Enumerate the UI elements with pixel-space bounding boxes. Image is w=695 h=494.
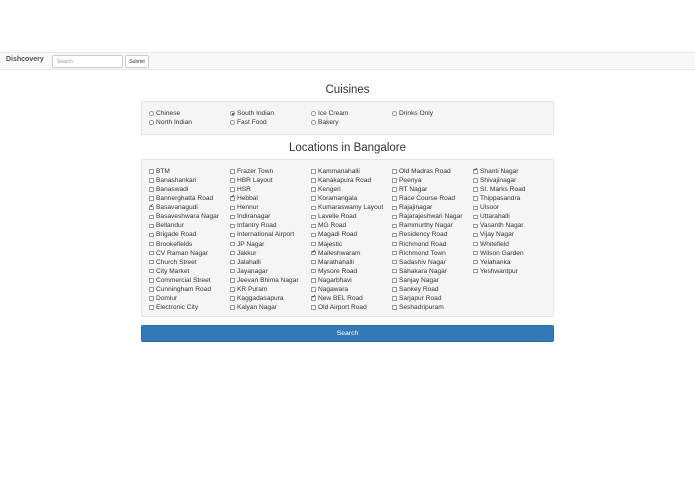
checkbox[interactable] [311, 269, 316, 274]
location-option-bannerghatta-road[interactable] [149, 194, 230, 203]
radio-button[interactable] [230, 120, 235, 125]
option-label: CV Raman Nagar [156, 249, 209, 257]
checkbox[interactable] [311, 187, 316, 192]
location-option-basaveshwara-nagar[interactable] [149, 212, 230, 221]
location-option-vasanth-nagar[interactable] [473, 221, 554, 230]
location-option-thippasandra[interactable] [473, 194, 554, 203]
option-label: Seshadripuram [399, 303, 444, 311]
cuisine-option-fast-food[interactable] [230, 118, 311, 127]
location-option-brookefields[interactable] [149, 240, 230, 249]
checkbox[interactable] [230, 206, 235, 211]
option-label: St. Marks Road [480, 186, 526, 194]
checkbox[interactable] [230, 196, 235, 201]
checkbox[interactable] [473, 269, 478, 274]
checkbox[interactable] [311, 215, 316, 220]
checkbox[interactable] [230, 178, 235, 183]
location-option-kaggadasapura[interactable] [230, 294, 311, 303]
location-option-new-bel-road[interactable] [311, 294, 392, 303]
location-option-basavanagudi[interactable] [149, 203, 230, 212]
checkbox[interactable] [311, 233, 316, 238]
location-option-peenya[interactable] [392, 176, 473, 185]
option-label: New BEL Road [318, 294, 363, 302]
locations-panel [141, 159, 554, 317]
location-option-yelahanka[interactable] [473, 258, 554, 267]
checkbox[interactable] [149, 206, 154, 211]
search-input[interactable] [52, 55, 123, 68]
option-label: Kaggadasapura [237, 294, 284, 302]
location-option-malleshwaram[interactable] [311, 249, 392, 258]
location-option-sahakara-nagar[interactable] [392, 267, 473, 276]
cuisine-option-chinese[interactable] [149, 109, 230, 118]
location-option-jalahalli[interactable] [230, 258, 311, 267]
navbar [0, 52, 695, 70]
checkbox[interactable] [311, 224, 316, 229]
cuisines-panel [141, 101, 554, 135]
checkbox[interactable] [149, 269, 154, 274]
checkbox[interactable] [392, 305, 397, 310]
location-option-rajajinagar[interactable] [392, 203, 473, 212]
checkbox[interactable] [392, 278, 397, 283]
checkbox[interactable] [230, 269, 235, 274]
option-label: Richmond Road [399, 240, 447, 248]
option-label: Sadashiv Nagar [399, 258, 446, 266]
option-label: Basavanagudi [156, 204, 198, 212]
option-label: Residency Road [399, 231, 448, 239]
location-option-indiranagar[interactable] [230, 212, 311, 221]
checkbox[interactable] [230, 251, 235, 256]
checkbox[interactable] [392, 269, 397, 274]
checkbox[interactable] [230, 278, 235, 283]
location-option-old-madras-road[interactable] [392, 167, 473, 176]
checkbox[interactable] [311, 296, 316, 301]
option-label: Domlur [156, 294, 178, 302]
checkbox[interactable] [149, 251, 154, 256]
radio-button[interactable] [230, 111, 235, 116]
option-label: Rammurthy Nagar [399, 222, 453, 230]
location-option-residency-road[interactable] [392, 230, 473, 239]
checkbox[interactable] [473, 242, 478, 247]
option-label: South Indian [237, 110, 275, 117]
location-option-whitefield[interactable] [473, 240, 554, 249]
checkbox[interactable] [230, 215, 235, 220]
checkbox[interactable] [311, 251, 316, 256]
location-option-majestic[interactable] [311, 240, 392, 249]
checkbox[interactable] [311, 196, 316, 201]
location-option-banaswadi[interactable] [149, 185, 230, 194]
location-option-commercial-street[interactable] [149, 276, 230, 285]
option-label: Shivajinagar [480, 177, 517, 185]
checkbox[interactable] [149, 296, 154, 301]
option-label: City Market [156, 267, 190, 275]
option-label: Thippasandra [480, 195, 521, 203]
radio-button[interactable] [149, 120, 154, 125]
checkbox[interactable] [392, 187, 397, 192]
option-label: Old Airport Road [318, 303, 367, 311]
option-label: RT Nagar [399, 186, 428, 194]
location-option-mysore-road[interactable] [311, 267, 392, 276]
option-label: Indiranagar [237, 213, 271, 221]
cuisine-option-bakery[interactable] [311, 118, 392, 127]
option-label: Basaveshwara Nagar [156, 213, 220, 221]
checkbox[interactable] [149, 196, 154, 201]
location-option-lavelle-road[interactable] [311, 212, 392, 221]
location-option-infantry-road[interactable] [230, 221, 311, 230]
checkbox[interactable] [473, 178, 478, 183]
location-option-rammurthy-nagar[interactable] [392, 221, 473, 230]
checkbox[interactable] [149, 224, 154, 229]
checkbox[interactable] [149, 305, 154, 310]
location-option-old-airport-road[interactable] [311, 303, 392, 312]
location-option-cv-raman-nagar[interactable] [149, 249, 230, 258]
radio-button[interactable] [149, 111, 154, 116]
checkbox[interactable] [230, 305, 235, 310]
option-label: Malleshwaram [318, 249, 361, 257]
option-label: Yelahanka [480, 258, 511, 266]
option-label: Shanti Nagar [480, 168, 519, 175]
option-label: Rajarajeshwari Nagar [399, 213, 463, 221]
checkbox[interactable] [392, 206, 397, 211]
option-label: Kammanahalli [318, 168, 360, 175]
brand-logo-text[interactable]: Dishcovery [6, 56, 44, 63]
checkbox[interactable] [230, 233, 235, 238]
option-label: Wilson Garden [480, 249, 524, 257]
option-label: Vijay Nagar [480, 231, 514, 239]
location-option-hsr[interactable] [230, 185, 311, 194]
cuisines-title: Cuisines [325, 84, 370, 96]
cuisines-grid [149, 109, 554, 127]
option-label: Majestic [318, 240, 343, 248]
checkbox[interactable] [311, 305, 316, 310]
option-label: Vasanth Nagar [480, 222, 524, 230]
checkbox[interactable] [473, 251, 478, 256]
checkbox[interactable] [230, 169, 235, 174]
checkbox[interactable] [149, 233, 154, 238]
location-option-richmond-road[interactable] [392, 240, 473, 249]
checkbox[interactable] [392, 287, 397, 292]
checkbox[interactable] [230, 224, 235, 229]
checkbox[interactable] [149, 215, 154, 220]
checkbox[interactable] [392, 196, 397, 201]
option-label: Peenya [399, 177, 422, 185]
checkbox[interactable] [149, 169, 154, 174]
option-label: Drinks Only [399, 110, 434, 117]
option-label: Jakkur [237, 249, 257, 257]
option-label: Frazer Town [237, 168, 274, 175]
location-option-kr-puram[interactable] [230, 285, 311, 294]
option-label: KR Puram [237, 285, 268, 293]
location-option-international-airport[interactable] [230, 230, 311, 239]
option-label: Jeevan Bhima Nagar [237, 276, 299, 284]
location-option-sarjapur-road[interactable] [392, 294, 473, 303]
option-label: Commercial Street [156, 276, 211, 284]
location-option-rajarajeshwari-nagar[interactable] [392, 212, 473, 221]
checkbox[interactable] [392, 169, 397, 174]
location-option-wilson-garden[interactable] [473, 249, 554, 258]
location-option-nagarbhavi[interactable] [311, 276, 392, 285]
checkbox[interactable] [311, 206, 316, 211]
location-option-jayanagar[interactable] [230, 267, 311, 276]
location-option-st-marks-road[interactable] [473, 185, 554, 194]
checkbox[interactable] [230, 296, 235, 301]
checkbox[interactable] [473, 206, 478, 211]
option-label: MG Road [318, 222, 347, 230]
checkbox[interactable] [473, 215, 478, 220]
option-label: Ulsoor [480, 204, 500, 212]
location-option-rt-nagar[interactable] [392, 185, 473, 194]
location-option-cunningham-road[interactable] [149, 285, 230, 294]
location-option-frazer-town[interactable] [230, 167, 311, 176]
option-label: Koramangala [318, 195, 358, 203]
option-label: Mysore Road [318, 267, 358, 275]
checkbox[interactable] [473, 260, 478, 265]
option-label: Kalyan Nagar [237, 303, 277, 311]
option-label: Sarjapur Road [399, 294, 442, 302]
option-label: Magadi Road [318, 231, 358, 239]
checkbox[interactable] [230, 187, 235, 192]
option-label: Fast Food [237, 119, 267, 126]
option-label: Hebbal [237, 195, 258, 203]
location-option-kanakapura-road[interactable] [311, 176, 392, 185]
checkbox[interactable] [230, 287, 235, 292]
location-option-bellandur[interactable] [149, 221, 230, 230]
option-label: Infantry Road [237, 222, 277, 230]
checkbox[interactable] [230, 260, 235, 265]
location-option-yeshwantpur[interactable] [473, 267, 554, 276]
option-label: Jalahalli [237, 258, 261, 266]
option-label: Rajajinagar [399, 204, 433, 212]
location-option-race-course-road[interactable] [392, 194, 473, 203]
checkbox[interactable] [392, 215, 397, 220]
checkbox[interactable] [149, 178, 154, 183]
search-button[interactable]: Search [141, 325, 554, 342]
location-option-mg-road[interactable] [311, 221, 392, 230]
checkbox[interactable] [311, 242, 316, 247]
checkbox[interactable] [311, 287, 316, 292]
option-label: Lavelle Road [318, 213, 357, 221]
option-label: Jayanagar [237, 267, 268, 275]
checkbox[interactable] [149, 260, 154, 265]
location-option-church-street[interactable] [149, 258, 230, 267]
cuisine-option-ice-cream[interactable] [311, 109, 392, 118]
option-label: Yeshwantpur [480, 267, 518, 275]
location-option-uttarahalli[interactable] [473, 212, 554, 221]
option-label: International Airport [237, 231, 295, 239]
option-label: Kanakapura Road [318, 177, 372, 185]
checkbox[interactable] [149, 278, 154, 283]
option-label: HBR Layout [237, 177, 273, 185]
checkbox[interactable] [392, 296, 397, 301]
location-option-kumaraswamy-layout[interactable] [311, 203, 392, 212]
location-option-kengeri[interactable] [311, 185, 392, 194]
locations-grid [149, 167, 554, 312]
location-option-magadi-road[interactable] [311, 230, 392, 239]
location-option-seshadripuram[interactable] [392, 303, 473, 312]
option-label: HSR [237, 186, 251, 194]
checkbox[interactable] [230, 242, 235, 247]
cuisine-option-south-indian[interactable] [230, 109, 311, 118]
locations-title: Locations in Bangalore [289, 142, 406, 154]
checkbox[interactable] [473, 169, 478, 174]
location-option-sankey-road[interactable] [392, 285, 473, 294]
option-label: Hennur [237, 204, 259, 212]
option-label: Church Street [156, 258, 197, 266]
checkbox[interactable] [311, 169, 316, 174]
checkbox[interactable] [311, 260, 316, 265]
option-label: Bannerghatta Road [156, 195, 214, 203]
option-label: Brigade Road [156, 231, 197, 239]
radio-button[interactable] [392, 111, 397, 116]
option-label: Chinese [156, 110, 181, 117]
location-option-electronic-city[interactable] [149, 303, 230, 312]
location-option-richmond-town[interactable] [392, 249, 473, 258]
checkbox[interactable] [311, 278, 316, 283]
location-option-hebbal[interactable] [230, 194, 311, 203]
option-label: Banaswadi [156, 186, 189, 194]
option-label: Race Course Road [399, 195, 456, 203]
option-label: Sanjay Nagar [399, 276, 439, 284]
checkbox[interactable] [149, 287, 154, 292]
option-label: Ice Cream [318, 110, 349, 117]
checkbox[interactable] [311, 178, 316, 183]
option-label: Whitefield [480, 240, 509, 248]
location-option-nagawara[interactable] [311, 285, 392, 294]
location-option-shivajinagar[interactable] [473, 176, 554, 185]
location-option-vijay-nagar[interactable] [473, 230, 554, 239]
location-option-shanti-nagar[interactable] [473, 167, 554, 176]
option-label: Bellandur [156, 222, 184, 230]
option-label: Electronic City [156, 303, 199, 311]
location-option-brigade-road[interactable] [149, 230, 230, 239]
location-option-btm[interactable] [149, 167, 230, 176]
option-label: Cunningham Road [156, 285, 211, 293]
radio-button[interactable] [311, 111, 316, 116]
location-option-jakkur[interactable] [230, 249, 311, 258]
cuisine-option-drinks-only[interactable] [392, 109, 473, 118]
location-option-hbr-layout[interactable] [230, 176, 311, 185]
checkbox[interactable] [149, 242, 154, 247]
option-label: Marathahalli [318, 258, 354, 266]
cuisine-option-north-indian[interactable] [149, 118, 230, 127]
option-label: North Indian [156, 119, 192, 126]
location-option-banashankari[interactable] [149, 176, 230, 185]
radio-button[interactable] [311, 120, 316, 125]
location-option-kammanahalli[interactable] [311, 167, 392, 176]
checkbox[interactable] [392, 242, 397, 247]
checkbox[interactable] [473, 196, 478, 201]
option-label: Old Madras Road [399, 168, 451, 175]
location-option-hennur[interactable] [230, 203, 311, 212]
submit-button[interactable]: Submit [125, 55, 149, 68]
option-label: Kengeri [318, 186, 341, 194]
location-option-jp-nagar[interactable] [230, 240, 311, 249]
location-option-koramangala[interactable] [311, 194, 392, 203]
option-label: BTM [156, 168, 170, 175]
option-label: JP Nagar [237, 240, 265, 248]
option-label: Uttarahalli [480, 213, 510, 221]
checkbox[interactable] [149, 187, 154, 192]
location-option-kalyan-nagar[interactable] [230, 303, 311, 312]
checkbox[interactable] [473, 233, 478, 238]
checkbox[interactable] [392, 260, 397, 265]
checkbox[interactable] [392, 233, 397, 238]
location-option-marathahalli[interactable] [311, 258, 392, 267]
checkbox[interactable] [392, 178, 397, 183]
option-label: Nagarbhavi [318, 276, 352, 284]
location-option-ulsoor[interactable] [473, 203, 554, 212]
option-label: Banashankari [156, 177, 197, 185]
option-label: Kumaraswamy Layout [318, 204, 384, 212]
checkbox[interactable] [392, 251, 397, 256]
location-option-sadashiv-nagar[interactable] [392, 258, 473, 267]
option-label: Sankey Road [399, 285, 439, 293]
option-label: Bakery [318, 119, 339, 126]
option-label: Nagawara [318, 285, 349, 293]
checkbox[interactable] [473, 224, 478, 229]
option-label: Sahakara Nagar [399, 267, 448, 275]
location-option-city-market[interactable] [149, 267, 230, 276]
checkbox[interactable] [392, 224, 397, 229]
checkbox[interactable] [473, 187, 478, 192]
option-label: Richmond Town [399, 249, 446, 257]
location-option-domlur[interactable] [149, 294, 230, 303]
location-option-sanjay-nagar[interactable] [392, 276, 473, 285]
location-option-jeevan-bhima-nagar[interactable] [230, 276, 311, 285]
option-label: Brookefields [156, 240, 193, 248]
